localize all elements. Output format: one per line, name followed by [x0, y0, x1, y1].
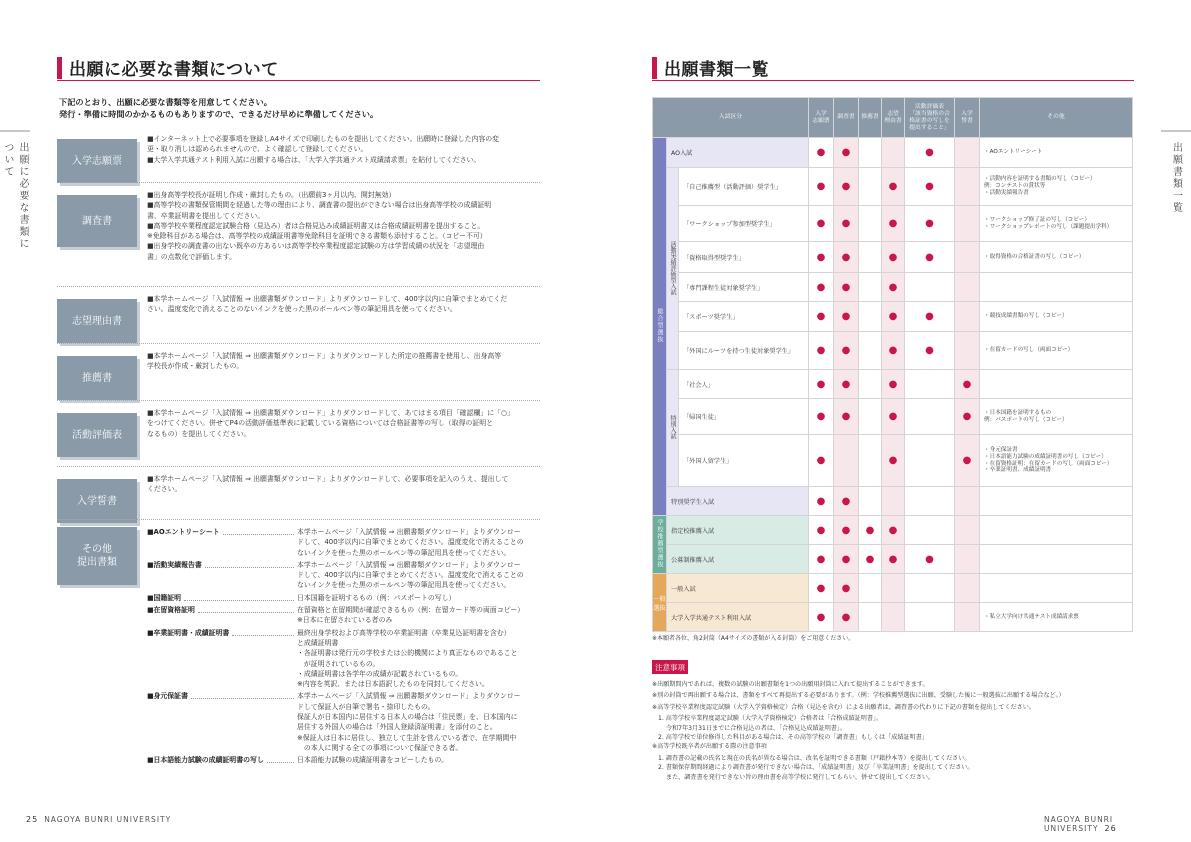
description-line: 日本語能力試験の成績証明書をコピーしたもの。	[297, 756, 449, 765]
description-line: ※日本に在留されている者のみ	[297, 616, 393, 625]
table-header-row	[653, 98, 1133, 138]
required-dot: ●	[905, 242, 955, 273]
row-note	[980, 487, 1133, 516]
document-description	[147, 351, 542, 372]
required-dot: ●	[882, 206, 905, 242]
required-dot: ●	[955, 435, 980, 487]
required-dot: ●	[809, 603, 834, 632]
empty-cell	[955, 273, 980, 302]
description-line: をつけてください。併せてP4の活動評価基準表に記載している資格については合格証書等の写し（取得の証明と	[147, 419, 494, 428]
left-side-tab-label: 出願に必要な書類について	[2, 142, 28, 250]
description-line: ドして保証人が自筆で署名・捺印したもの。	[297, 702, 435, 711]
row-name: 公募制推薦入試	[667, 545, 809, 574]
section-divider	[57, 182, 540, 183]
required-dot: ●	[955, 370, 980, 399]
required-dot: ●	[809, 242, 834, 273]
heading-accent-bar	[652, 57, 657, 79]
description-line: 最終出身学校および高等学校の卒業証明書（卒業見込証明書を含む）	[297, 628, 511, 637]
description-line: ■出身高等学校長が証明し作成・厳封したもの。（出願前3ヶ月以内、開封無効）	[147, 191, 396, 199]
empty-cell	[905, 273, 955, 302]
required-dot: ●	[834, 603, 859, 632]
description-line: ■出身学校の調査書の出ない既卒の方あるいは高等学校卒業程度認定試験の方は学習成績の状況を「志望理由	[147, 242, 485, 251]
category-activity-label: 活動実績評価型入試	[669, 240, 676, 295]
other-doc-description	[297, 593, 547, 603]
empty-cell	[859, 603, 882, 632]
description-line: ■インターネット上で必要事項を登録しA4サイズで印刷したものを提出してください。出願時に登録した内容の変	[147, 135, 500, 143]
empty-cell	[882, 487, 905, 516]
empty-cell	[859, 168, 882, 206]
row-note: ・AOエントリーシート	[980, 138, 1133, 168]
leader-line	[184, 600, 294, 601]
leader-line	[191, 698, 294, 699]
category-activity	[667, 168, 679, 370]
empty-cell	[859, 435, 882, 487]
other-docs-label: その他 提出書類	[57, 527, 137, 585]
row-note	[980, 516, 1133, 545]
category-school	[653, 516, 667, 574]
row-name: 「帰国生徒」	[679, 399, 809, 435]
other-doc-row	[147, 628, 547, 690]
required-dot: ●	[882, 332, 905, 370]
heading-accent-bar	[57, 57, 62, 79]
document-label: 推薦書	[57, 356, 137, 400]
empty-cell	[905, 603, 955, 632]
table-row	[653, 545, 1133, 574]
other-doc-name: ■在留資格証明	[147, 606, 195, 615]
right-heading-rule	[652, 80, 1134, 81]
required-dot: ●	[809, 138, 834, 168]
description-line: 居住する外国人の場合は「外国人登録済証明書」を添付のこと。	[297, 723, 497, 732]
other-doc-name-cell	[147, 560, 297, 591]
required-dot: ●	[809, 302, 834, 332]
empty-cell	[955, 574, 980, 603]
description-line: と成績証明書	[297, 638, 339, 647]
document-label: 調査書	[57, 195, 137, 247]
required-dot: ●	[905, 138, 955, 168]
attention-line: ※高等学校卒業程度認定試験（大学入学資格検定）合格（見込を含む）による出願者は、調査書の代わりに下記の書類を提出してください。	[652, 703, 1035, 711]
required-dot: ●	[834, 399, 859, 435]
empty-cell	[859, 487, 882, 516]
other-doc-name: ■活動実績報告書	[147, 560, 202, 569]
required-dot: ●	[882, 399, 905, 435]
required-dot: ●	[809, 370, 834, 399]
required-dot: ●	[834, 370, 859, 399]
table-row	[653, 487, 1133, 516]
row-name: 「社会人」	[679, 370, 809, 399]
col-header: 入学 志願票	[809, 98, 834, 138]
empty-cell	[882, 603, 905, 632]
description-line: ■本学ホームページ「入試情報 ⇒ 出願書類ダウンロード」よりダウンロードして、必要事項を記入のうえ、提出して	[147, 475, 509, 483]
description-line: 保証人が日本国内に居住する日本人の場合は「住民票」を、日本国内に	[297, 713, 518, 722]
table-row	[653, 273, 1133, 302]
description-line: ■本学ホームページ「入試情報 ⇒ 出願書類ダウンロード」よりダウンロードした所定の推薦書を使用し、出身高等	[147, 352, 502, 360]
required-dot: ●	[882, 302, 905, 332]
attention-line: ※高等学校既卒者が出願する際の注意事項	[652, 743, 767, 751]
empty-cell	[882, 138, 905, 168]
description-line: ないインクを使った黒のボールペン等の筆記用具を使ってください。	[297, 581, 511, 590]
document-description	[147, 474, 542, 495]
other-docs-list	[147, 527, 547, 768]
right-page-title: 出願書類一覧	[664, 60, 769, 80]
attention-line: 1. 調査書の記載の氏名と現在の氏名が異なる場合は、改名を証明できる書類（戸籍抄本等）を提出してください。	[658, 754, 971, 762]
table-row	[653, 603, 1133, 632]
attention-line: ※別の封筒で再出願する場合は、書類をすべて再提出する必要があります。（例：学校推薦型選抜に出願、受験した後に一般選抜に出願する場合など。）	[652, 692, 1065, 700]
required-dot: ●	[809, 487, 834, 516]
document-label: 入学志願票	[57, 139, 137, 183]
col-header: その他	[980, 98, 1133, 138]
row-note	[980, 370, 1133, 399]
required-dot: ●	[834, 168, 859, 206]
required-dot: ●	[905, 168, 955, 206]
row-name: AO入試	[667, 138, 809, 168]
required-dot: ●	[882, 168, 905, 206]
row-name: 指定校推薦入試	[667, 516, 809, 545]
description-line: 日本国籍を証明するもの（例：パスポートの写し）	[297, 593, 456, 602]
required-dot: ●	[834, 138, 859, 168]
empty-cell	[859, 399, 882, 435]
left-university-name: NAGOYA BUNRI UNIVERSITY	[44, 815, 172, 824]
description-line: さい。温度変化で消えることのないインクを使った黒のボールペン等の筆記用具を使ってください。	[147, 305, 457, 314]
description-line: 更・取り消しは認められませんので、よく確認して登録してください。	[147, 145, 368, 154]
row-name: 「スポーツ奨学生」	[679, 302, 809, 332]
col-header: 活動評価表 「該当資格の合 格証書の写しを 提出すること」	[905, 98, 955, 138]
description-line: 本学ホームページ「入試情報 ⇒ 出願書類ダウンロード」よりダウンロー	[297, 528, 521, 536]
description-line: ください。	[147, 485, 182, 494]
documents-table	[652, 97, 1133, 632]
description-line: ※免除科目がある場合は、高等学校の成績証明書等免除科目を証明できる書類も添付すること。（コピー不可）	[147, 232, 487, 241]
table-row	[653, 370, 1133, 399]
category-ao-label: 総合型選抜	[656, 308, 663, 343]
intro-line: 発行・準備に時間のかかるものもありますので、できるだけ早めに準備してください。	[59, 109, 379, 119]
other-doc-description	[297, 605, 547, 626]
row-name: 「外国にルーツを持つ生徒対象奨学生」	[679, 332, 809, 370]
row-name: 「専門課程生徒対象奨学生」	[679, 273, 809, 302]
required-dot: ●	[859, 545, 882, 574]
category-general	[653, 574, 667, 632]
other-doc-name: ■国籍証明	[147, 593, 182, 602]
attention-line: ※出願期間内であれば、複数の試験の出願書類を1つの出願用封筒に入れて提出することができます。	[652, 681, 929, 688]
description-line: の本人に関する全ての事項について保証できる者。	[297, 743, 463, 752]
row-name: 一般入試	[667, 574, 809, 603]
row-note	[980, 574, 1133, 603]
required-dot: ●	[809, 574, 834, 603]
required-dot: ●	[809, 168, 834, 206]
other-doc-description	[297, 755, 547, 765]
required-dot: ●	[834, 487, 859, 516]
row-name: 「自己推薦型（活動評価）奨学生」	[679, 168, 809, 206]
attention-line: また、調査書を発行できない旨の理由書を高等学校に発行してもらい、併せて提出してください。	[666, 773, 935, 781]
required-dot: ●	[905, 302, 955, 332]
row-note: ・活動内容を証明する書類の写し（コピー） 例：コンテストの賞状等 ・活動実績報告書	[980, 168, 1133, 206]
other-doc-name-cell	[147, 527, 297, 558]
empty-cell	[859, 302, 882, 332]
category-special	[667, 370, 679, 487]
table-row	[653, 242, 1133, 273]
other-doc-row	[147, 691, 547, 753]
row-name: 「ワークショップ参加型奨学生」	[679, 206, 809, 242]
empty-cell	[859, 138, 882, 168]
other-doc-name: ■卒業証明書・成績証明書	[147, 628, 230, 637]
description-line: ドして、400字以内に自筆でまとめてください。温度変化で消えることの	[297, 571, 524, 580]
required-dot: ●	[834, 332, 859, 370]
description-line: なるもの）を提出してください。	[147, 429, 251, 438]
empty-cell	[955, 206, 980, 242]
other-doc-row	[147, 527, 547, 558]
row-note: ・競技成績書類の写し（コピー）	[980, 302, 1133, 332]
required-dot: ●	[834, 273, 859, 302]
document-description	[147, 190, 542, 262]
col-header: 調査書	[834, 98, 859, 138]
section-divider	[57, 519, 540, 520]
required-dot: ●	[834, 242, 859, 273]
table-row	[653, 138, 1133, 168]
leader-line	[205, 567, 294, 568]
leader-line	[267, 762, 294, 763]
description-line: ※内容を英訳、または日本語訳したものを同封してください。	[297, 680, 489, 689]
required-dot: ●	[882, 516, 905, 545]
empty-cell	[905, 370, 955, 399]
empty-cell	[859, 273, 882, 302]
leader-line	[232, 635, 294, 636]
right-page-footer	[1044, 815, 1191, 833]
empty-cell	[955, 168, 980, 206]
left-page-heading	[57, 55, 279, 80]
empty-cell	[859, 206, 882, 242]
required-dot: ●	[834, 574, 859, 603]
row-note: ・身元保証書 ・日本語能力試験の成績証明書の写し（コピー） ・在留資格証明：在留カードの写し（両面コピー） ・卒業証明書、成績証明書	[980, 435, 1133, 487]
other-doc-name-cell	[147, 628, 297, 690]
section-divider	[57, 400, 540, 401]
table-row	[653, 516, 1133, 545]
other-doc-description	[297, 560, 547, 591]
other-doc-name-cell	[147, 755, 297, 765]
row-note	[980, 273, 1133, 302]
other-doc-name-cell	[147, 691, 297, 753]
attention-line: 令和7年3月31日までに合格見込の者は、「合格見込成績証明書」。	[666, 724, 847, 732]
document-label: 活動評価表	[57, 413, 137, 457]
empty-cell	[834, 435, 859, 487]
empty-cell	[859, 242, 882, 273]
required-dot: ●	[955, 399, 980, 435]
table-row	[653, 574, 1133, 603]
empty-cell	[955, 332, 980, 370]
col-header: 志望 理由書	[882, 98, 905, 138]
row-note: ・在留カードの写し（両面コピー）	[980, 332, 1133, 370]
required-dot: ●	[882, 435, 905, 487]
description-line: 在留資格と在留期間が確認できるもの（例：在留カード等の両面コピー）	[297, 606, 525, 615]
row-note: ・日本国籍を証明するもの 例：パスポートの写し（コピー）	[980, 399, 1133, 435]
required-dot: ●	[882, 545, 905, 574]
empty-cell	[859, 370, 882, 399]
other-doc-name: ■AOエントリーシート	[147, 528, 220, 536]
attention-notes	[652, 680, 1142, 782]
right-university-name: NAGOYA BUNRI UNIVERSITY	[1044, 815, 1114, 833]
empty-cell	[859, 332, 882, 370]
description-line: 学校長が作成・厳封したもの。	[147, 362, 244, 371]
description-line: ・成績証明書は各学年の成績が記載されているもの。	[297, 669, 463, 678]
required-dot: ●	[905, 332, 955, 370]
required-dot: ●	[859, 516, 882, 545]
empty-cell	[955, 302, 980, 332]
table-row	[653, 168, 1133, 206]
required-dot: ●	[834, 516, 859, 545]
left-page-title: 出願に必要な書類について	[69, 60, 279, 80]
required-dot: ●	[809, 435, 834, 487]
table-row	[653, 206, 1133, 242]
other-doc-name: ■日本語能力試験の成績証明書の写し	[147, 756, 264, 765]
empty-cell	[905, 516, 955, 545]
left-side-tab	[0, 130, 30, 260]
description-line: ■大学入学共通テスト利用入試に出願する場合は、「大学入学共通テスト成績請求票」を貼付してください。	[147, 155, 481, 164]
empty-cell	[955, 487, 980, 516]
empty-cell	[955, 242, 980, 273]
empty-cell	[882, 574, 905, 603]
other-doc-description	[297, 691, 547, 753]
required-dot: ●	[809, 273, 834, 302]
table-footnote: ※本願者各位、角2封筒（A4サイズの書類が入る封筒）をご用意ください。	[652, 635, 855, 642]
other-doc-row	[147, 593, 547, 603]
description-line: 本学ホームページ「入試情報 ⇒ 出願書類ダウンロード」よりダウンロー	[297, 692, 521, 701]
row-name: 「外国人留学生」	[679, 435, 809, 487]
left-page-number: 25	[26, 815, 39, 824]
other-doc-name: ■身元保証書	[147, 692, 188, 701]
leader-line	[198, 612, 294, 613]
description-line: ドして、400字以内に自筆でまとめてください。温度変化で消えることの	[297, 538, 524, 547]
section-divider	[57, 286, 540, 287]
row-note: ・ワークショップ修了証の写し（コピー） ・ワークショップレポートの写し（課題提出学科）	[980, 206, 1133, 242]
empty-cell	[905, 435, 955, 487]
description-line: 本学ホームページ「入試情報 ⇒ 出願書類ダウンロード」よりダウンロー	[297, 560, 521, 569]
required-dot: ●	[809, 399, 834, 435]
left-page-footer	[20, 815, 171, 824]
document-description	[147, 408, 542, 439]
required-dot: ●	[809, 206, 834, 242]
description-line: が証明されているもの。	[297, 659, 380, 668]
right-side-tab-label: 出願書類一覧	[1170, 142, 1182, 214]
attention-badge: 注意事項	[652, 660, 688, 674]
empty-cell	[955, 516, 980, 545]
description-line: ※保証人は日本に居住し、独立して生計を営んでいる者で、在学期間中	[297, 733, 517, 742]
row-note: ・私立大学向け共通テスト成績請求票	[980, 603, 1133, 632]
right-page-number: 26	[1104, 824, 1117, 833]
other-doc-description	[297, 628, 547, 690]
category-general-label: 一般選抜	[653, 595, 666, 612]
leader-line	[223, 534, 294, 535]
empty-cell	[859, 574, 882, 603]
category-school-label: 学校推薦型選抜	[656, 519, 663, 568]
right-side-tab	[1161, 130, 1191, 260]
empty-cell	[955, 603, 980, 632]
other-doc-row	[147, 605, 547, 626]
description-line: ないインクを使った黒のボールペン等の筆記用具を使ってください。	[297, 548, 511, 557]
intro-line: 下記のとおり、出願に必要な書類等を用意してください。	[59, 97, 272, 107]
description-line: ■本学ホームページ「入試情報 ⇒ 出願書類ダウンロード」よりダウンロードして、400字以内に自筆でまとめてくだ	[147, 295, 508, 303]
col-header: 推薦書	[859, 98, 882, 138]
table-row	[653, 399, 1133, 435]
attention-line: 2. 高等学校で単位修得した科目がある場合は、その高等学校の「調査書」もしくは「成績証明書」	[658, 734, 928, 742]
document-label: 入学誓書	[57, 479, 137, 523]
description-line: ・各証明書は発行元の学校または公的機関により真正なものであること	[297, 649, 518, 658]
table-row	[653, 332, 1133, 370]
empty-cell	[905, 574, 955, 603]
description-line: ■高等学校の書類保管期間を経過した等の理由により、調査書の提出ができない場合は出身高等学校の成績証明	[147, 201, 492, 210]
right-page-heading	[652, 55, 769, 80]
required-dot: ●	[834, 302, 859, 332]
attention-line: 1. 高等学校卒業程度認定試験（大学入学資格検定）合格者は「合格成績証明書」。	[658, 715, 883, 723]
required-dot: ●	[882, 242, 905, 273]
document-description	[147, 294, 542, 315]
intro-text	[59, 96, 378, 120]
section-divider	[57, 466, 540, 467]
row-name: 大学入学共通テスト利用入試	[667, 603, 809, 632]
attention-line: 2. 書類保存期間経過により調査書が発行できない場合は、「成績証明書」及び「卒業証明書」を提出してください。	[658, 764, 974, 772]
required-dot: ●	[882, 273, 905, 302]
empty-cell	[905, 399, 955, 435]
table-row	[653, 302, 1133, 332]
row-name: 「資格取得型奨学生」	[679, 242, 809, 273]
row-name: 特別奨学生入試	[667, 487, 809, 516]
other-doc-row	[147, 755, 547, 765]
other-doc-description	[297, 527, 547, 558]
document-description	[147, 134, 542, 165]
document-label: 志望理由書	[57, 299, 137, 343]
empty-cell	[955, 545, 980, 574]
required-dot: ●	[882, 370, 905, 399]
description-line: 書、卒業証明書を提出してください。	[147, 211, 265, 220]
col-header: 入学 誓書	[955, 98, 980, 138]
required-dot: ●	[834, 206, 859, 242]
other-doc-row	[147, 560, 547, 591]
section-divider	[57, 343, 540, 344]
empty-cell	[905, 487, 955, 516]
required-dot: ●	[809, 545, 834, 574]
required-dot: ●	[809, 516, 834, 545]
required-dot: ●	[809, 332, 834, 370]
required-dot: ●	[905, 545, 955, 574]
other-doc-name-cell	[147, 605, 297, 626]
required-dot: ●	[834, 545, 859, 574]
category-ao	[653, 138, 667, 516]
row-note: ・取得資格の合格証書の写し（コピー）	[980, 242, 1133, 273]
description-line: 書」の点数化で評価します。	[147, 252, 237, 261]
empty-cell	[955, 138, 980, 168]
category-special-label: 特別入試	[669, 415, 676, 439]
row-note	[980, 545, 1133, 574]
table-row	[653, 435, 1133, 487]
description-line: ■高等学校卒業程度認定試験合格（見込み）者は合格見込み成績証明書又は合格成績証明書を提出すること。	[147, 221, 485, 230]
description-line: ■本学ホームページ「入試情報 ⇒ 出願書類ダウンロード」よりダウンロードして、あてはまる項目「確認欄」に「○」	[147, 409, 514, 417]
required-dot: ●	[905, 206, 955, 242]
col-header: 入試区分	[653, 98, 809, 138]
left-heading-rule	[57, 80, 540, 81]
other-doc-name-cell	[147, 593, 297, 603]
